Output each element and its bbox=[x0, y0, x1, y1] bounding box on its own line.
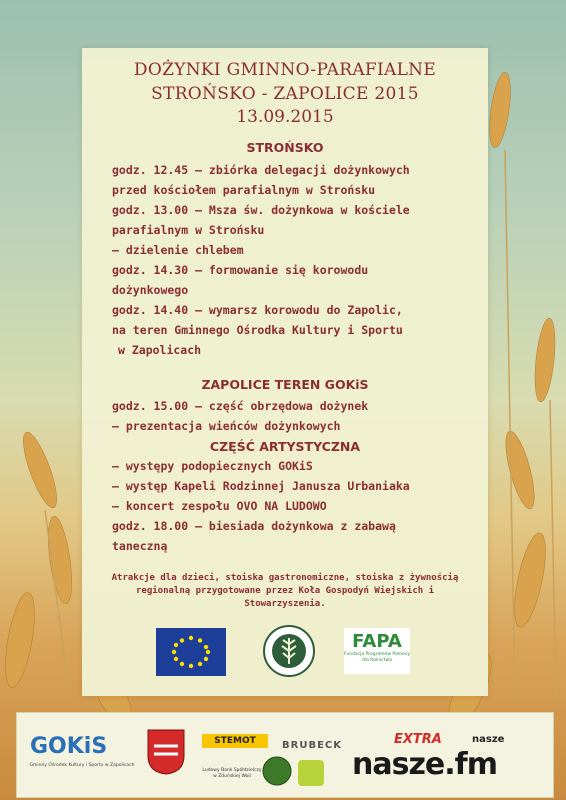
green-sponsor-logo bbox=[298, 760, 324, 786]
program-line: godz. 13.00 – Msza św. dożynkowa w kościele bbox=[112, 203, 410, 217]
fapa-logo-text: FAPA bbox=[352, 631, 402, 652]
program-line: dożynkowego bbox=[112, 283, 189, 297]
program-line: godz. 12.45 – zbiórka delegacji dożynkowych bbox=[112, 163, 410, 177]
program-line: parafialnym w Strońsku bbox=[112, 223, 265, 237]
program-line: godz. 15.00 – część obrzędowa dożynek bbox=[112, 399, 369, 413]
program-line: – dzielenie chlebem bbox=[112, 243, 244, 257]
program-line: taneczną bbox=[112, 539, 168, 553]
program-line: – prezentacja wieńców dożynkowych bbox=[112, 419, 341, 433]
event-title-line2: STROŃSKO - ZAPOLICE 2015 bbox=[151, 84, 419, 104]
program-line: godz. 14.30 – formowanie się korowodu bbox=[112, 263, 369, 277]
brubeck-logo: BRUBECK bbox=[282, 740, 342, 751]
fapa-logo bbox=[344, 628, 410, 674]
eu-flag-logo bbox=[156, 628, 226, 676]
section-heading-artistic: CZĘŚĆ ARTYSTYCZNA bbox=[209, 439, 361, 454]
program-line: – występy podopiecznych GOKiS bbox=[112, 459, 313, 473]
program-line: na teren Gminnego Ośrodka Kultury i Sportu bbox=[112, 323, 403, 337]
naszefm-watermark: nasze.fm bbox=[352, 747, 497, 782]
fapa-logo-subtext: Fundacja Programów Pomocy dla Rolnictwa bbox=[344, 652, 411, 663]
program-line: godz. 18.00 – biesiada dożynkowa z zabawą bbox=[112, 519, 396, 533]
program-line: w Zapolicach bbox=[118, 343, 202, 357]
bank-logo-text: Ludowy Bank Spółdzielczy w Zduńskiej Woli bbox=[202, 768, 262, 779]
round-sponsor-logo bbox=[262, 756, 292, 786]
program-line: godz. 14.40 – wymarsz korowodu do Zapolic, bbox=[112, 303, 403, 317]
ministry-seal-logo bbox=[262, 624, 316, 678]
section-heading-stronsko: STROŃSKO bbox=[246, 140, 324, 155]
nasze-logo: nasze bbox=[472, 734, 505, 745]
extra-logo: EXTRA bbox=[394, 732, 442, 747]
note-line3: Stowarzyszenia. bbox=[244, 599, 326, 609]
coat-of-arms-logo bbox=[146, 728, 186, 776]
note-line2: regionalną przygotowane przez Koła Gospodyń Wiejskich i bbox=[135, 586, 434, 596]
event-date: 13.09.2015 bbox=[236, 107, 334, 127]
gokis-subtext: Gminny Ośrodek Kultury i Sportu w Zapolicach bbox=[29, 763, 135, 768]
note-line1: Atrakcje dla dzieci, stoiska gastronomiczne, stoiska z żywnością bbox=[111, 573, 459, 583]
stemot-logo: STEMOT bbox=[202, 734, 268, 748]
section-heading-zapolice: ZAPOLICE TEREN GOKiS bbox=[201, 377, 369, 392]
gokis-logo: GOKiS bbox=[30, 734, 108, 759]
event-title-line1: DOŻYNKI GMINNO-PARAFIALNE bbox=[133, 60, 437, 80]
program-line: przed kościołem parafialnym w Strońsku bbox=[112, 183, 376, 197]
program-line: – występ Kapeli Rodzinnej Janusza Urbaniaka bbox=[112, 479, 410, 493]
program-line: – koncert zespołu OVO NA LUDOWO bbox=[112, 499, 327, 513]
